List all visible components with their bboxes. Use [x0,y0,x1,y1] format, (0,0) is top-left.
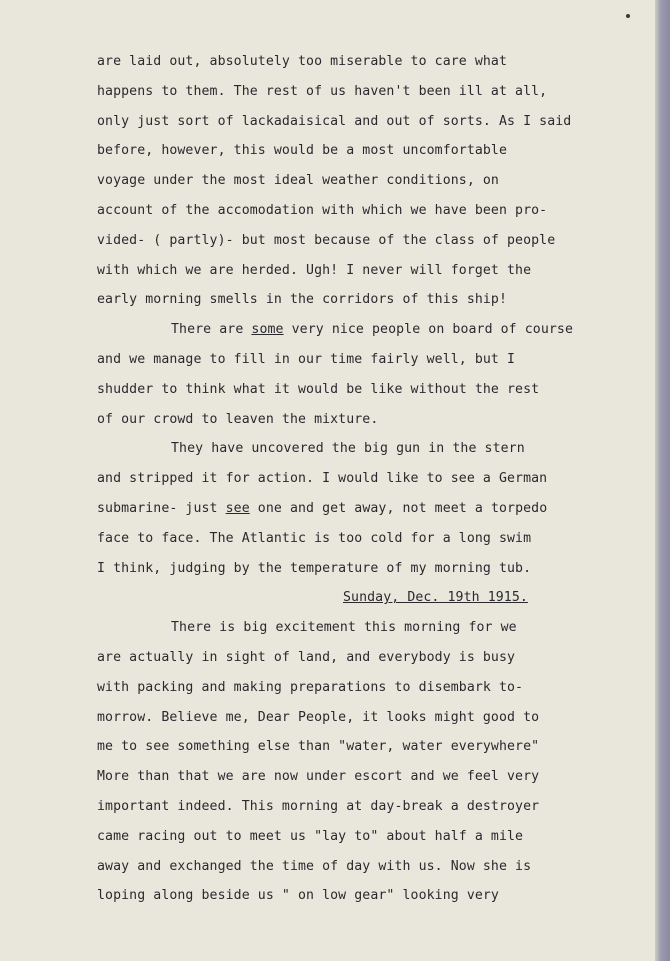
text-segment: very nice people on board of course [283,322,574,338]
text-line: of our crowd to leaven the mixture. [97,411,379,427]
text-line: and we manage to fill in our time fairly well, but I [97,351,516,367]
text-line: morrow. Believe me, Dear People, it looks might good to [97,709,540,725]
text-line: before, however, this would be a most uncomfortable [97,143,508,159]
paragraph-start-line: There is big excitement this morning for we [171,620,517,636]
text-line: vided- ( partly)- but most because of the class of people [97,232,556,248]
text-line [97,494,642,524]
text-line: important indeed. This morning at day-break a destroyer [97,798,540,814]
text-line: only just sort of lackadaisical and out of sorts. As I said [97,113,572,129]
text-line: More than that we are now under escort and we feel very [97,769,540,785]
text-line: shudder to think what it would be like without the rest [97,381,540,397]
text-line: account of the accomodation with which we have been pro- [97,202,548,218]
text-segment: one and get away, not meet a torpedo [249,500,548,516]
underlined-word: see [225,500,250,516]
text-segment: submarine- just [97,500,226,516]
page-edge [655,0,670,961]
paragraph-start-line [97,315,642,345]
underlined-word: some [251,322,284,338]
ink-dot [626,14,630,18]
text-line: I think, judging by the temperature of my morning tub. [97,560,532,576]
text-line: face to face. The Atlantic is too cold for a long swim [97,530,532,546]
letter-body [97,47,642,911]
text-line: with packing and making preparations to disembark to- [97,679,524,695]
text-segment: There are [171,322,252,338]
text-line: away and exchanged the time of day with us. Now she is [97,858,532,874]
date-heading: Sunday, Dec. 19th 1915. [343,590,528,606]
text-line: loping along beside us " on low gear" looking very [97,888,499,904]
paragraph-start-line: They have uncovered the big gun in the stern [171,441,525,457]
text-line: and stripped it for action. I would like to see a German [97,471,548,487]
text-line: early morning smells in the corridors of this ship! [97,292,508,308]
text-line: voyage under the most ideal weather conditions, on [97,173,499,189]
text-line: are laid out, absolutely too miserable to care what [97,54,508,69]
text-line: happens to them. The rest of us haven't been ill at all, [97,83,548,99]
text-line: me to see something else than "water, water everywhere" [97,739,540,755]
text-line: are actually in sight of land, and everybody is busy [97,649,516,665]
text-line: came racing out to meet us "lay to" about half a mile [97,828,524,844]
text-line: with which we are herded. Ugh! I never will forget the [97,262,532,278]
